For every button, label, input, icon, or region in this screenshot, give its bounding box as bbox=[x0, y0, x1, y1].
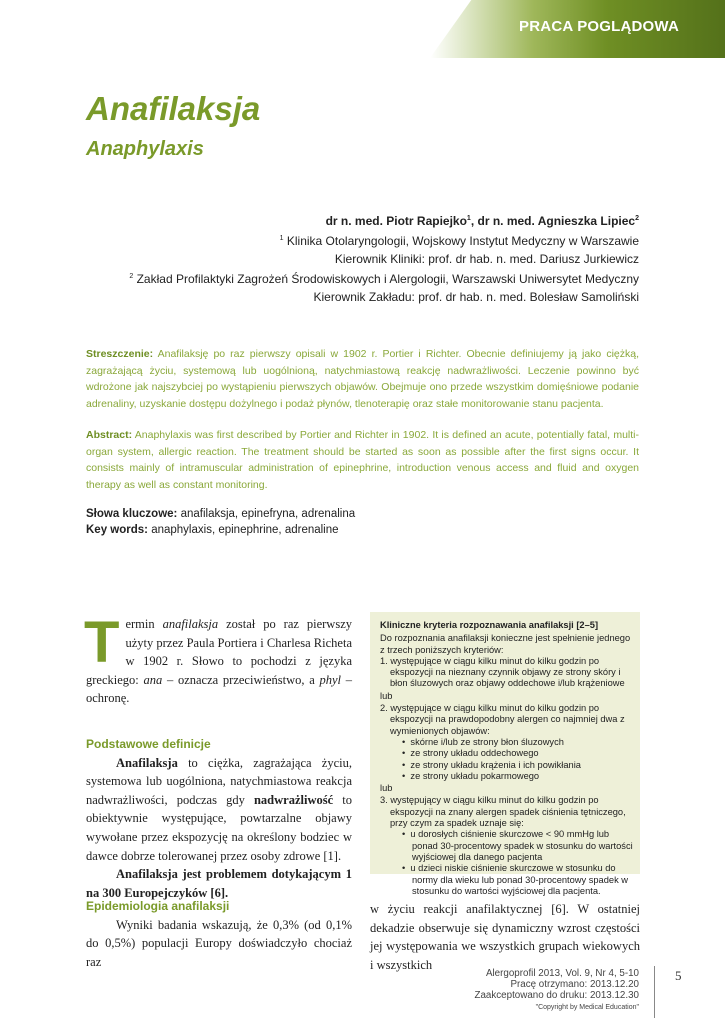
criterion-3: 3. występujący w ciągu kilku minut do kilku godzin po ekspozycji na znany alergen spadek ciśnienia tętniczego, przy czym za spadek uznaje się: bbox=[380, 795, 626, 829]
criterion-2: 2. występujące w ciągu kilku minut do kilku godzin po ekspozycji na prawdopodobny alergen co najmniej dwa z wymienionych objawów: bbox=[380, 703, 625, 736]
criterion-1: 1. występujące w ciągu kilku minut do kilku godzin po ekspozycji na nieznany czynnik objawy ze strony skóry i błon śluzowych oraz objawy oddechowe i/lub krążeniowe bbox=[380, 655, 625, 689]
criterion-2-item: • ze strony układu oddechowego bbox=[402, 748, 539, 759]
affiliation-1: $^1$ Klinika Otolaryngologii, Wojskowy Instytut Medyczny w Warszawie bbox=[279, 234, 639, 248]
epidemiology-section bbox=[86, 897, 352, 971]
affiliation-1-head: Kierownik Kliniki: prof. dr hab. n. med. Dariusz Jurkiewicz bbox=[334, 252, 639, 266]
criterion-3-item: • u dzieci niskie ciśnienie skurczowe w stosunku do normy dla wieku lub ponad 30-procentowy spadek w stosunku do wartości wyjściowej dla pacjenta. bbox=[402, 863, 629, 896]
streszczenie-block: Streszczenie: Anafilaksję po raz pierwszy opisali w 1902 r. Portier i Richter. Obecnie definiujemy ją jako ciężką, zagrażającą życiu, systemową lub uogólnioną, natychmiastową reakcję nadwrażliwości. Leczenie powinno być wdrożone jak najszybciej po wystąpieniu pierwszych objawów. Obejmuje ono przede wszystkim domięśniowe podanie adrenaliny, uzyskanie dostępu dożylnego i podaż płynów, tlenoterapię oraz stałe monitorowanie stanu pacjenta. bbox=[86, 348, 640, 410]
criteria-box bbox=[370, 612, 640, 896]
criteria-title: Kliniczne kryteria rozpoznawania anafilaksji [2–5] bbox=[380, 620, 599, 630]
article-subtitle: Anaphylaxis bbox=[86, 138, 204, 160]
criteria-or: lub bbox=[380, 783, 393, 794]
epidemiology-heading: Epidemiologia anafilaksji bbox=[86, 899, 230, 913]
abstract-block: Abstract: Anaphylaxis was first described by Portier and Richter in 1902. It is defined an acute, potentially fatal, multi-organ system, allergic reaction. The treatment should be started as soon as possible after the first signs occur. It consists mainly of intramuscular administration of epinephrine, introduction venous access and fluid and oxygen therapy as well as constant monitoring. bbox=[86, 429, 640, 491]
accepted-date: Zaakceptowano do druku: 2013.12.30 bbox=[474, 990, 639, 1002]
drop-cap: T bbox=[84, 610, 120, 675]
criterion-2-item: • ze strony układu pokarmowego bbox=[402, 770, 540, 781]
definitions-heading: Podstawowe definicje bbox=[86, 736, 211, 751]
criterion-2-item: • skórne i/lub ze strony błon śluzowych bbox=[402, 736, 564, 747]
affiliation-2: $^2$ Zakład Profilaktyki Zagrożeń Środowiskowych i Alergologii, Warszawski Uniwersytet Medyczny bbox=[129, 272, 639, 286]
received-date: Pracę otrzymano: 2013.12.20 bbox=[510, 979, 639, 991]
keywords-block: Słowa kluczowe: anafilaksja, epinefryna, adrenalina Key words: anaphylaxis, epinephrine, adrenaline bbox=[86, 508, 356, 536]
footer-divider bbox=[654, 966, 655, 1018]
criteria-intro: Do rozpoznania anafilaksji konieczne jest spełnienie jednego z trzech poniższych kryteriów: bbox=[380, 633, 631, 655]
criterion-3-item: • u dorosłych ciśnienie skurczowe < 90 mmHg lub ponad 30-procentowy spadek w stosunku do wartości wyjściowej dla danego pacjenta bbox=[402, 829, 633, 862]
intro-paragraph: Termin anafilaksja został po raz pierwszy użyty przez Paula Portiera i Charlesa Richeta w 1902 r. Słowo to pochodzi z języka greckiego: ana – oznacza przeciwieństwo, a phyl – ochronę. bbox=[84, 610, 352, 706]
left-column bbox=[84, 610, 352, 902]
page-number: 5 bbox=[675, 968, 682, 983]
criteria-or: lub bbox=[380, 690, 393, 701]
definitions-paragraph: Anafilaksja to ciężka, zagrażająca życiu, systemowa lub uogólniona, natychmiastowa reakcja nadwrażliwości, podczas gdy nadwrażliwość to obiektywnie występujące, powtarzalne objawy wywołane przez ekspozycję na określony bodziec w dawce dobrze tolerowanej przez osoby zdrowe [1]. bbox=[86, 755, 352, 863]
author-names: dr n. med. Piotr Rapiejko$^1$, dr n. med. Agnieszka Lipiec$^2$ bbox=[325, 214, 639, 228]
authors-block bbox=[79, 210, 639, 306]
copyright-note: "Copyright by Medical Education" bbox=[535, 1003, 639, 1011]
affiliation-2-head: Kierownik Zakładu: prof. dr hab. n. med. Bolesław Samoliński bbox=[313, 290, 639, 304]
journal-citation: Alergoprofil 2013, Vol. 9, Nr 4, 5-10 bbox=[485, 968, 639, 979]
criterion-2-item: • ze strony układu krążenia i ich powikłania bbox=[402, 759, 581, 770]
epidemiology-paragraph: Wyniki badania wskazują, że 0,3% (od 0,1% do 0,5%) populacji Europy doświadczyło chociaż raz bbox=[86, 917, 352, 969]
prevalence-paragraph: Anafilaksja jest problemem dotykającym 1 na 300 Europejczyków [6]. bbox=[86, 867, 352, 900]
journal-footer bbox=[475, 968, 640, 1013]
epidemiology-continued: w życiu reakcji anafilaktycznej [6]. W ostatniej dekadzie obserwuje się dynamiczny wzrost częstości jej występowania we wszystkich grupach wiekowych i wszystkich bbox=[370, 902, 640, 972]
article-title: Anafilaksja bbox=[86, 90, 261, 127]
section-label: PRACA POGLĄDOWA bbox=[519, 18, 679, 35]
